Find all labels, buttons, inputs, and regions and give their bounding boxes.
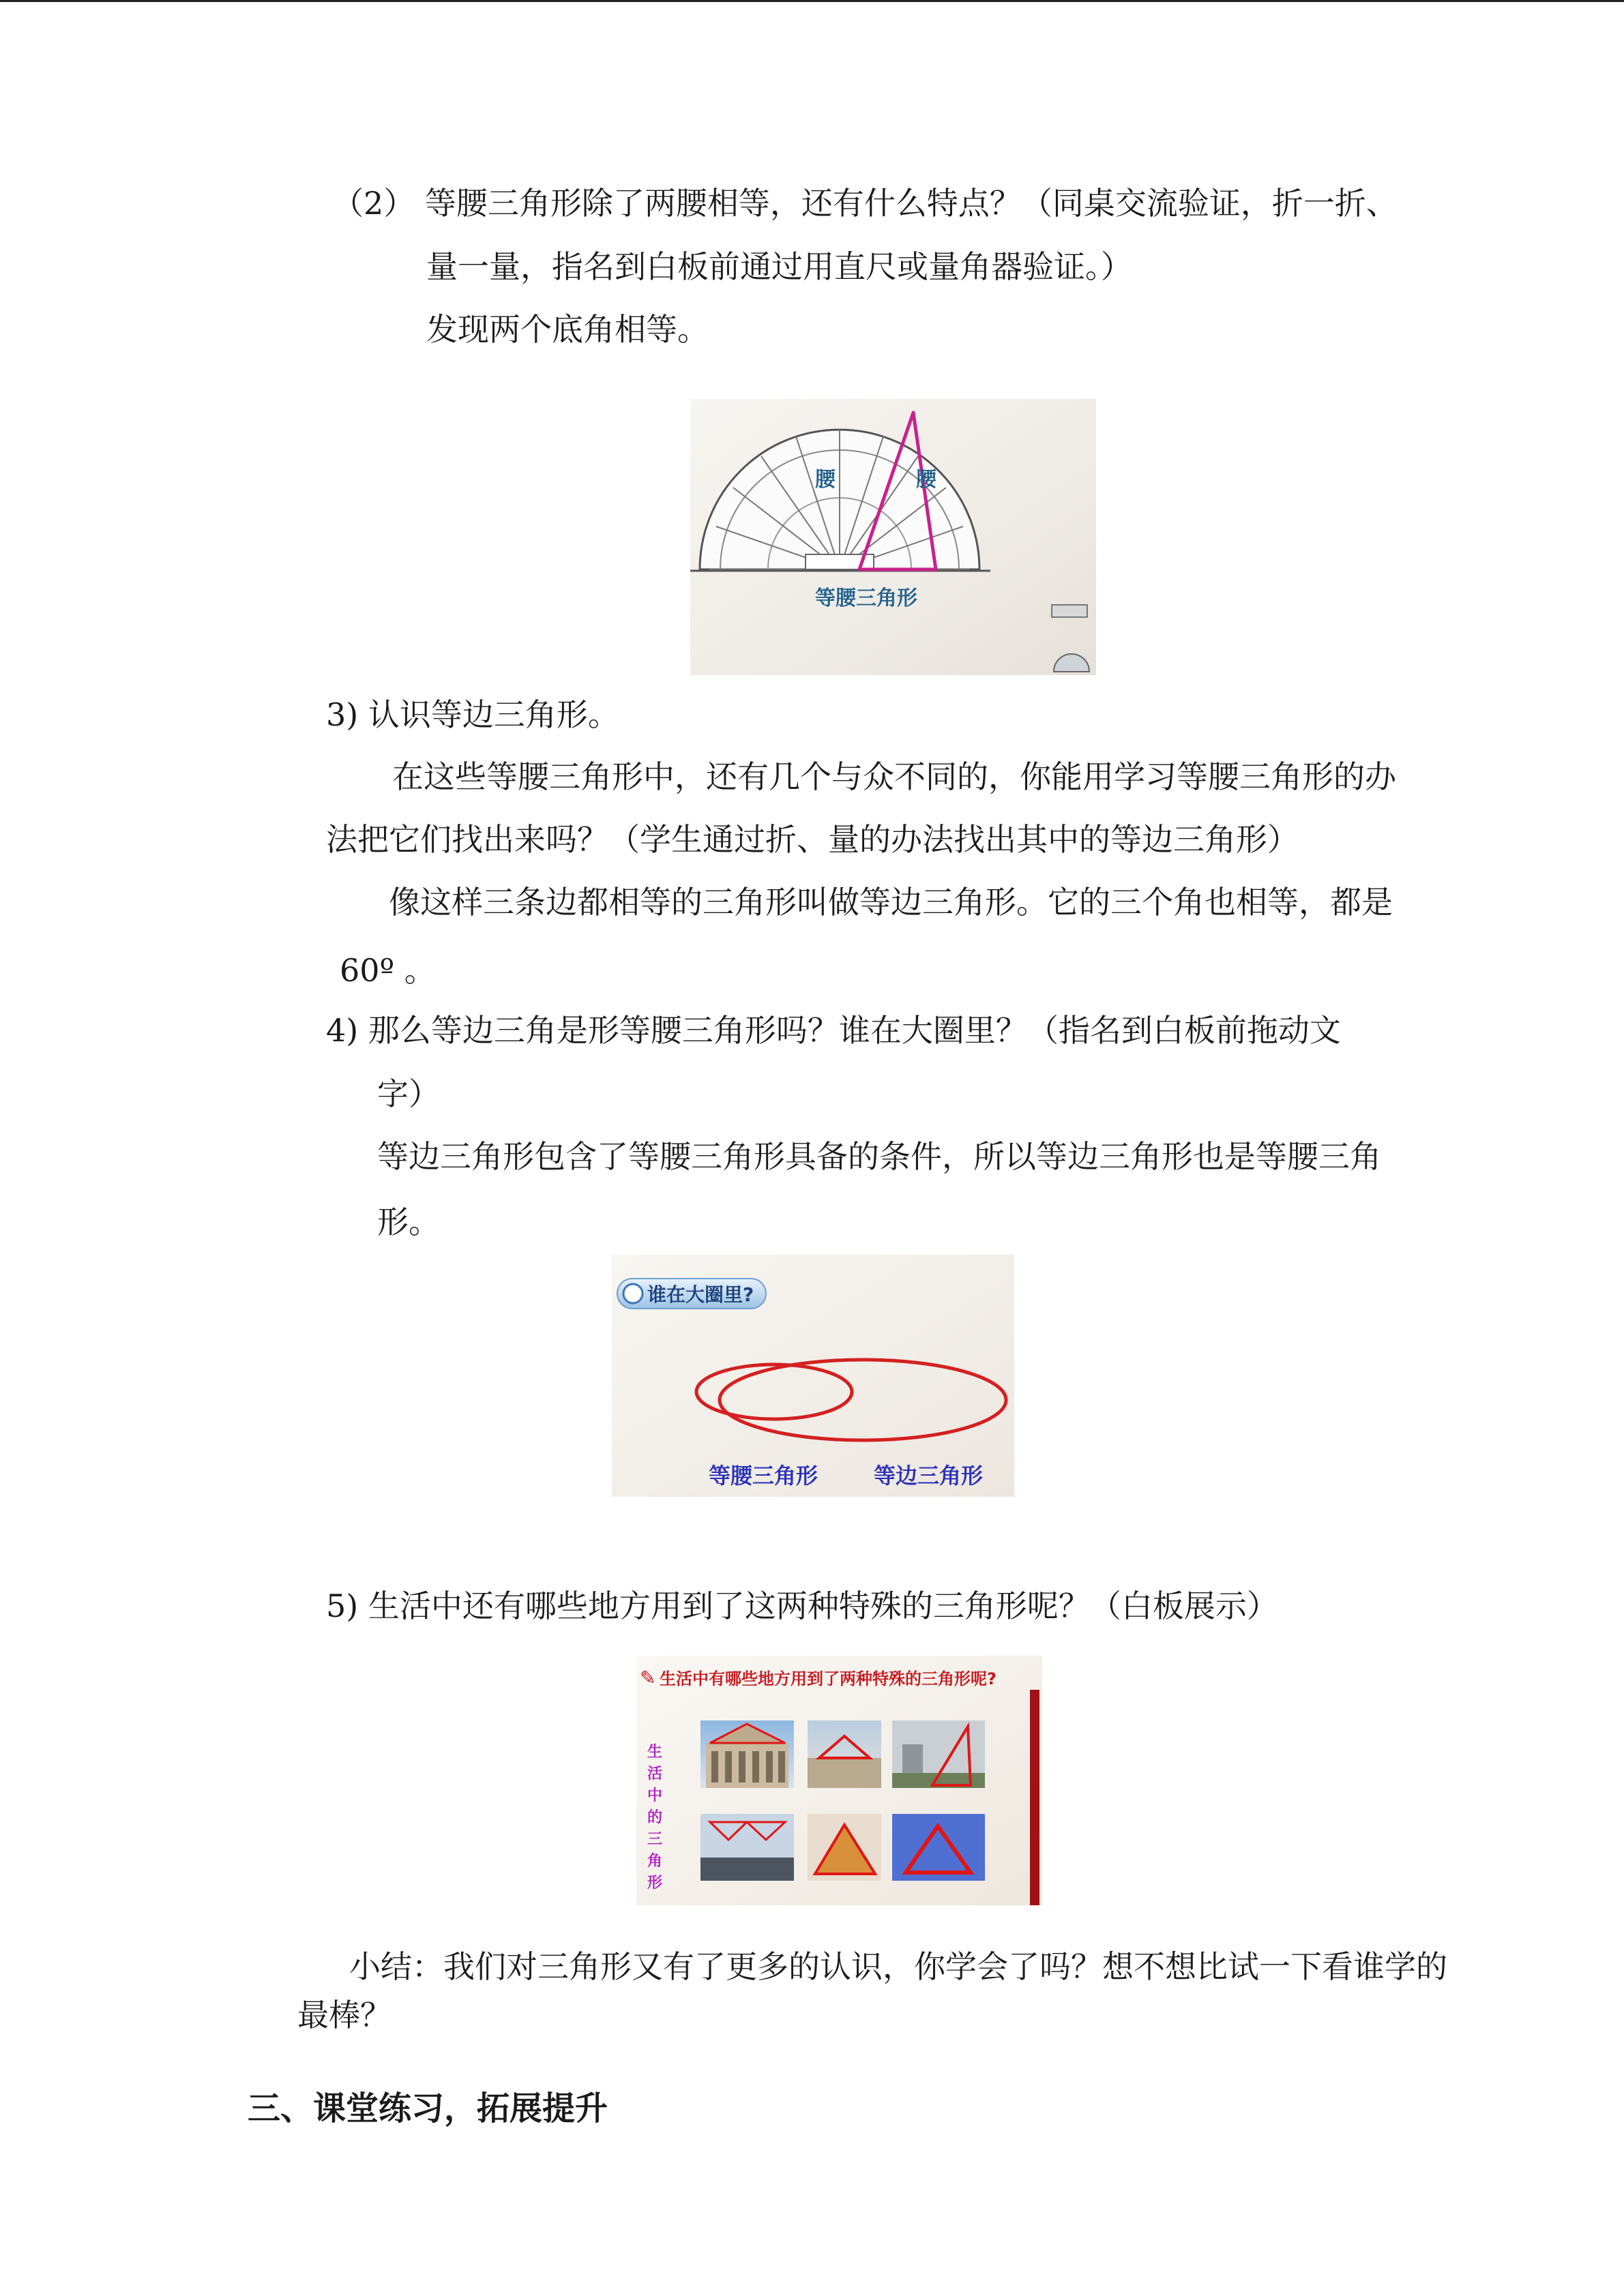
protractor-figure (690, 399, 1096, 675)
summary-line-1: 小结：我们对三角形又有了更多的认识，你学会了吗？想不想比试一下看谁学的 (349, 1948, 1447, 1985)
leg-label-right: 腰 (916, 468, 936, 492)
photo-frame (892, 1814, 985, 1881)
side-vertical-title (647, 1744, 662, 1892)
who-badge-text: 谁在大圈里? (647, 1283, 754, 1306)
equilateral-label[interactable]: 等边三角形 (874, 1463, 984, 1489)
photo-field (808, 1720, 881, 1788)
q3-title: 3) 认识等边三角形。 (326, 696, 619, 733)
life-banner: 生活中有哪些地方用到了两种特殊的三角形呢? (660, 1669, 996, 1688)
photo-bridge (700, 1814, 794, 1881)
red-side-bar (1030, 1690, 1039, 1905)
magnifier-icon (623, 1284, 643, 1303)
photo-tower (892, 1720, 985, 1788)
q2-line-1: （2） 等腰三角形除了两腰相等，还有什么特点？（同桌交流验证，折一折、 (332, 185, 1398, 222)
leg-label-left: 腰 (815, 468, 836, 492)
q3-line-2: 法把它们找出来吗？（学生通过折、量的办法找出其中的等边三角形） (326, 821, 1299, 858)
q3-line-1: 在这些等腰三角形中，还有几个与众不同的，你能用学习等腰三角形的办 (392, 758, 1396, 795)
top-border-line (0, 0, 1624, 2)
side-char-6: 角 (647, 1853, 663, 1870)
isosceles-caption: 等腰三角形 (815, 586, 917, 610)
side-char-5: 三 (647, 1831, 663, 1848)
q2-line-3: 发现两个底角相等。 (426, 311, 709, 348)
q3-line-3: 像这样三条边都相等的三角形叫做等边三角形。它的三个角也相等，都是 (389, 884, 1393, 921)
q4-line-2: 字） (377, 1075, 440, 1112)
q2-line-2: 量一量，指名到白板前通过用直尺或量角器验证。） (426, 248, 1132, 285)
photo-food (808, 1814, 881, 1881)
q4-line-4: 形。 (377, 1204, 440, 1240)
pencil-icon: ✎ (640, 1667, 656, 1689)
side-char-2: 活 (647, 1765, 663, 1783)
section-3-heading: 三、课堂练习，拓展提升 (248, 2089, 608, 2128)
life-figure (636, 1656, 1042, 1905)
q4-line-3: 等边三角形包含了等腰三角形具备的条件，所以等边三角形也是等腰三角 (377, 1138, 1381, 1175)
ruler-icon[interactable] (1052, 605, 1087, 617)
q4-line-1: 4) 那么等边三角是形等腰三角形吗？谁在大圈里？（指名到白板前拖动文 (326, 1012, 1341, 1049)
side-char-1: 生 (647, 1744, 663, 1761)
side-char-4: 的 (647, 1809, 663, 1826)
side-char-7: 形 (647, 1875, 663, 1892)
photo-building (700, 1720, 794, 1788)
circles-figure (612, 1255, 1014, 1497)
q3-line-4: 60º 。 (340, 952, 436, 989)
isosceles-label[interactable]: 等腰三角形 (709, 1463, 818, 1489)
summary-line-2: 最棒？ (297, 1997, 392, 2033)
side-char-3: 中 (647, 1787, 663, 1804)
q5-line-1: 5) 生活中还有哪些地方用到了这两种特殊的三角形呢？（白板展示） (326, 1587, 1278, 1624)
